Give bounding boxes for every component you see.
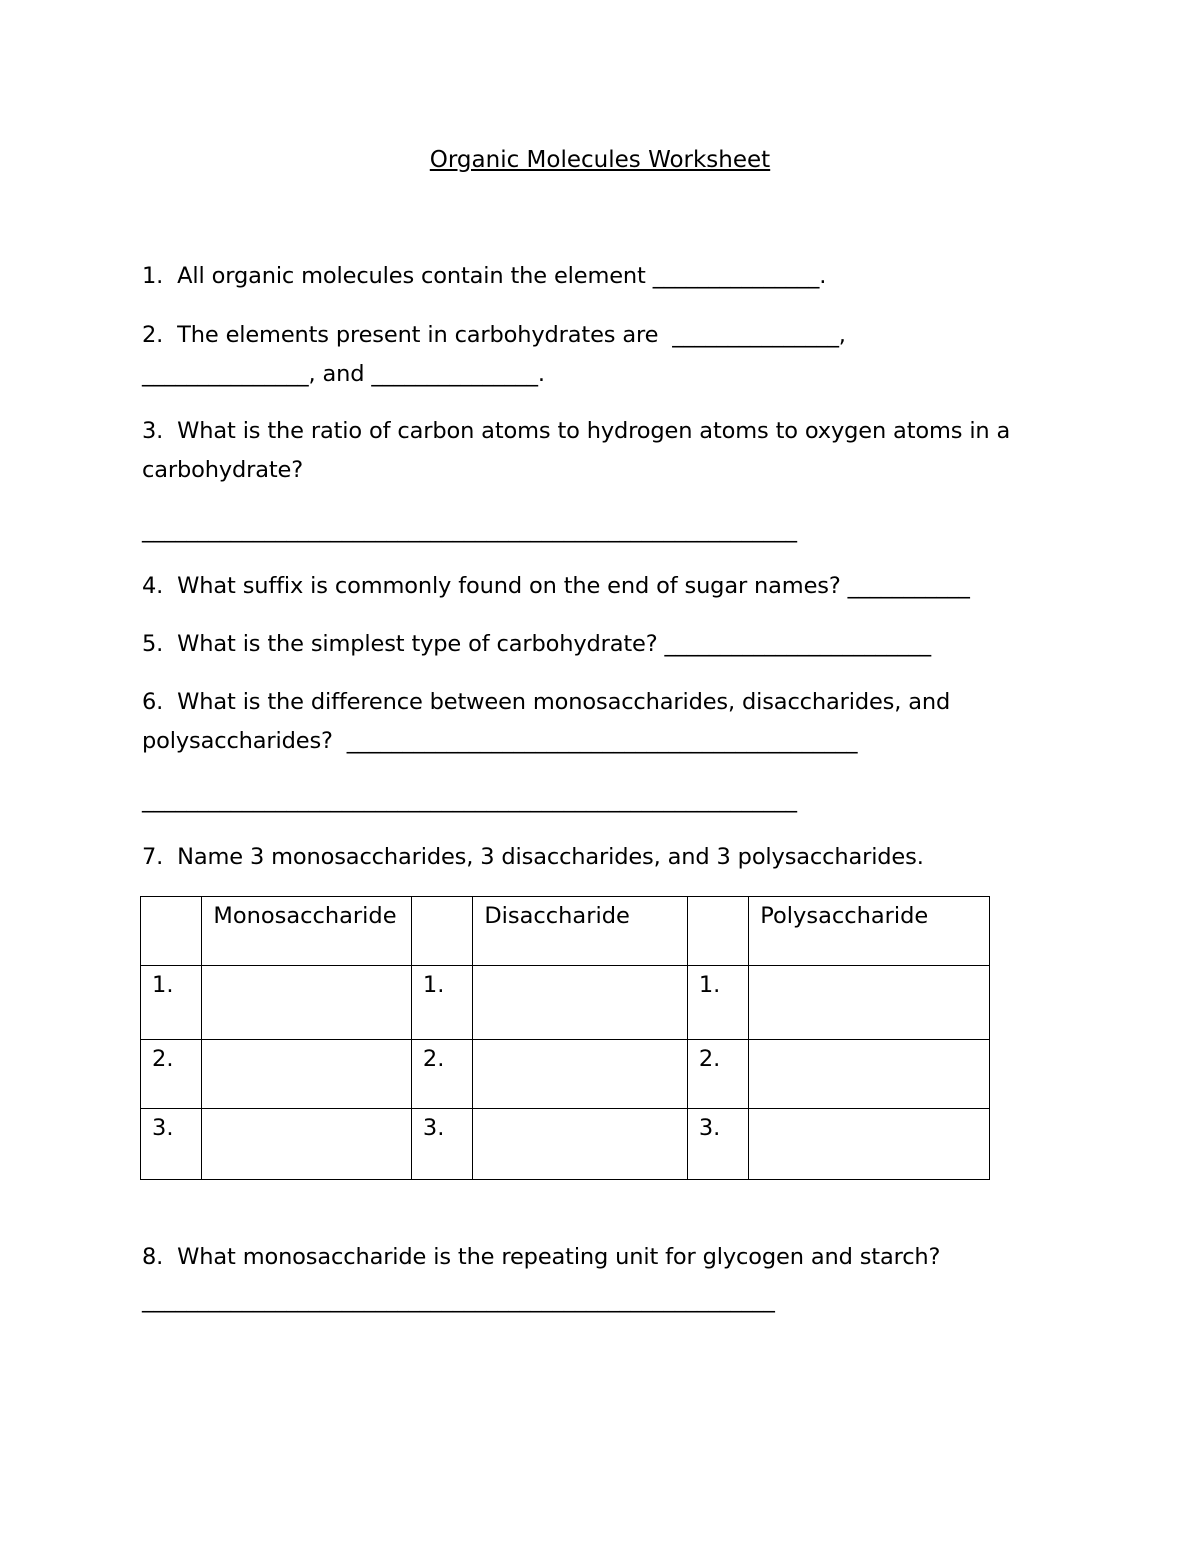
question-5: 5. What is the simplest type of carbohydrate? ________________________ [142,631,931,657]
table-row [141,1040,990,1109]
question-6-line-1: 6. What is the difference between monosaccharides, disaccharides, and [142,689,951,715]
table-cell [411,897,472,966]
question-6-line-2: polysaccharides? ______________________________________________ [142,728,858,754]
question-8-line-1: 8. What monosaccharide is the repeating unit for glycogen and starch? [142,1244,941,1270]
table-cell [141,897,202,966]
row-number: 3. [687,1109,748,1180]
question-2-line-1: 2. The elements present in carbohydrates are _______________, [142,322,846,348]
row-number: 3. [411,1109,472,1180]
question-1: 1. All organic molecules contain the element _______________. [142,263,827,289]
row-number: 1. [141,966,202,1040]
row-number: 1. [411,966,472,1040]
header-polysaccharide: Polysaccharide [749,897,990,966]
row-number: 2. [411,1040,472,1109]
polysaccharide-answer-cell [749,1109,990,1180]
question-3-line-1: 3. What is the ratio of carbon atoms to hydrogen atoms to oxygen atoms in a [142,418,1011,444]
question-6-answer-line: ___________________________________________________________ [142,787,797,813]
disaccharide-answer-cell [473,1109,688,1180]
row-number: 1. [687,966,748,1040]
page-title: Organic Molecules Worksheet [429,147,771,173]
saccharide-table [140,896,990,1180]
row-number: 3. [141,1109,202,1180]
table-row [141,1109,990,1180]
question-7: 7. Name 3 monosaccharides, 3 disaccharides, and 3 polysaccharides. [142,844,924,870]
monosaccharide-answer-cell [202,1109,411,1180]
row-number: 2. [141,1040,202,1109]
monosaccharide-answer-cell [202,966,411,1040]
disaccharide-answer-cell [473,966,688,1040]
header-monosaccharide: Monosaccharide [202,897,411,966]
polysaccharide-answer-cell [749,1040,990,1109]
monosaccharide-answer-cell [202,1040,411,1109]
disaccharide-answer-cell [473,1040,688,1109]
question-4: 4. What suffix is commonly found on the end of sugar names? ___________ [142,573,970,599]
question-3-line-2: carbohydrate? [142,457,304,483]
table-cell [687,897,748,966]
table-row [141,966,990,1040]
question-8-answer-line: _________________________________________________________ [142,1287,775,1313]
question-3-answer-line: ___________________________________________________________ [142,517,797,543]
polysaccharide-answer-cell [749,966,990,1040]
header-disaccharide: Disaccharide [473,897,688,966]
table-header-row [141,897,990,966]
row-number: 2. [687,1040,748,1109]
question-2-line-2: _______________, and _______________. [142,361,545,387]
